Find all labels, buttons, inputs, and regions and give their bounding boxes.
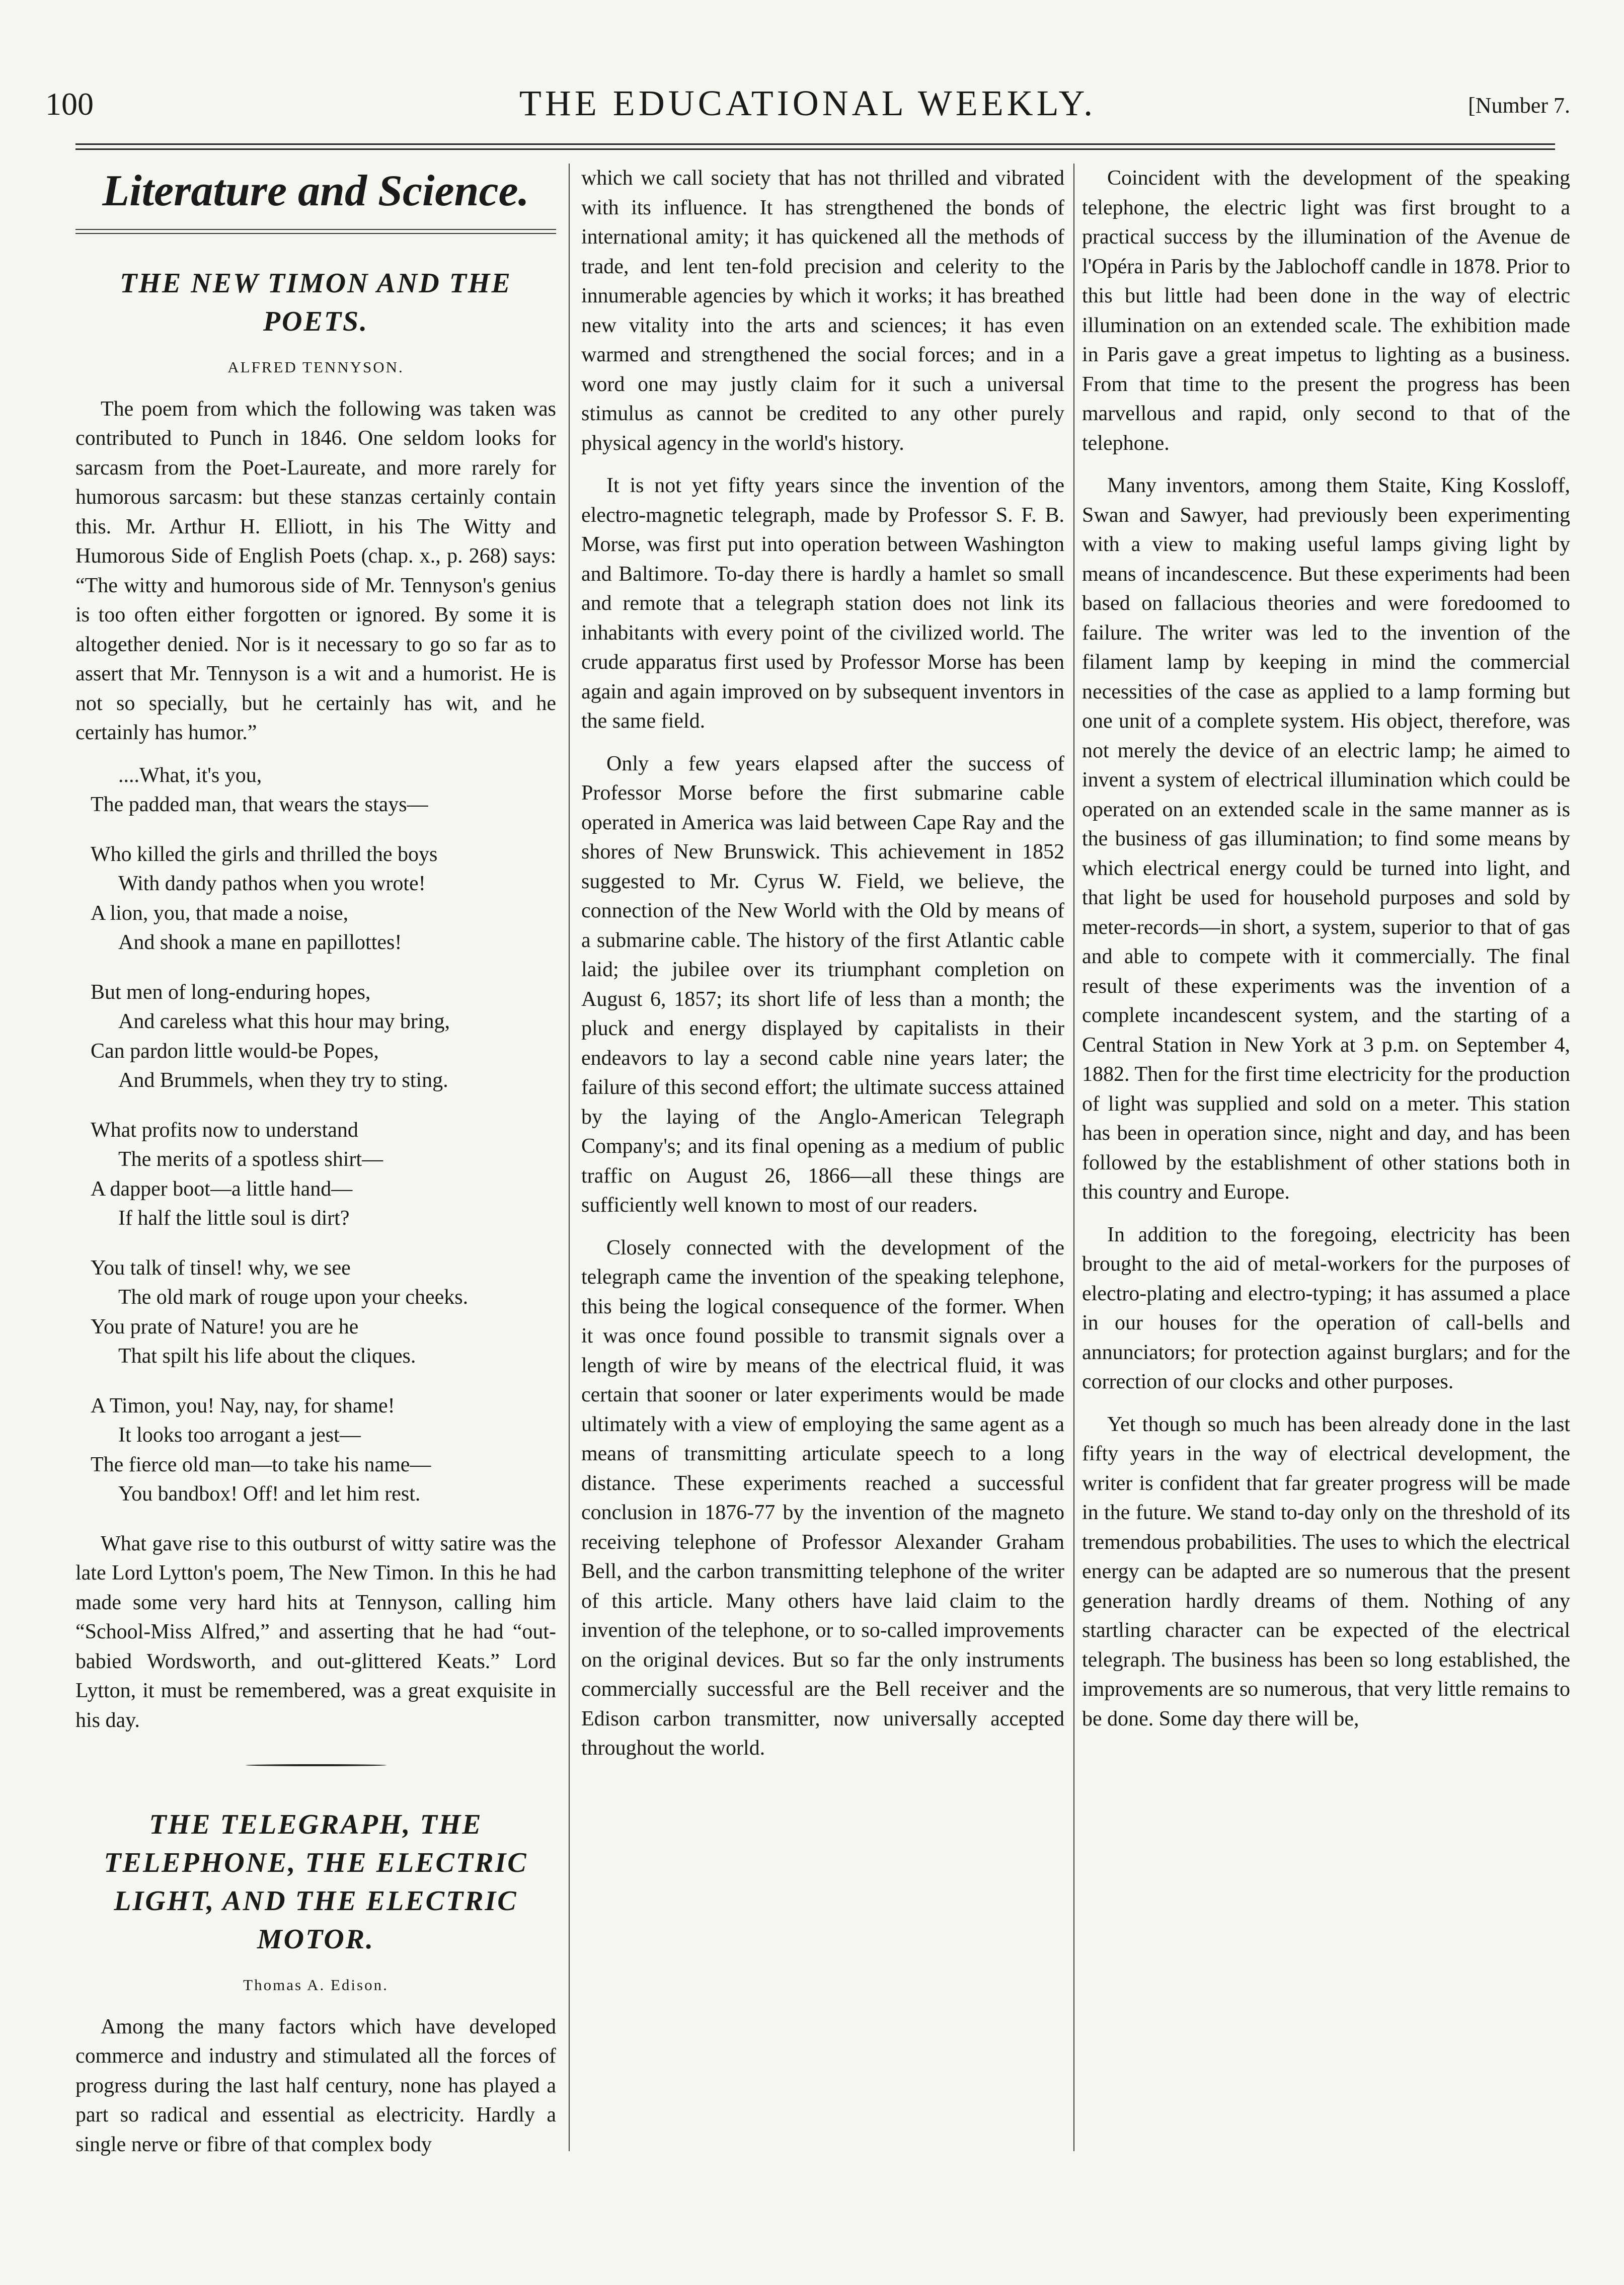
poem-line: The merits of a spotless shirt—: [118, 1148, 383, 1171]
poem-line: You bandbox! Off! and let him rest.: [118, 1482, 421, 1506]
edison-paragraph-6: Many inventors, among them Staite, King Kossloff, Swan and Sawyer, had previously been experimenting with a view to making useful lamps giving light by means of incandescence. But these experiments had been based on fallacious theories and were foredoomed to failure. The writer was led to the invention of the filament lamp by keeping in mind the commercial necessities of the case as applied to a lamp forming but one unit of a complete system. His object, therefore, was not merely the device of an electric lamp; he aimed to invent a system of electrical illumination which could be operated on an extended scale in the same manner as is the business of gas illumination; to find some means by which electrical energy could be turned into light, and that light be used for household purposes and sold by meter-records—in short, a system, superior to that of gas and able to compete with it commercially. The final result of these experiments was the invention of a complete incandescent system, and the starting of a Central Station in New York at 3 p.m. on September 4, 1882. Then for the first time electricity for the production of light was supplied and sold on a meter. This station has been in operation since, night and day, and has been followed by the establishment of other stations both in this country and Europe.: [1082, 474, 1570, 1204]
poem-line: If half the little soul is dirt?: [118, 1207, 350, 1230]
poem-stanza: [91, 978, 556, 1095]
poem-stanza: [91, 761, 556, 820]
edison-paragraph-1-continued: which we call society that has not thrilled and vibrated with its influence. It has strengthened the bonds of international amity; it has quickened all the methods of trade, and lent ten-fold precision and celerity to the innumerable agencies by which it works; it has breathed new vitality into the arts and sciences; it has even warmed and strengthened the social forces; and in a word one may justly claim for it such a universal stimulus as cannot be credited to any other purely physical agency in the world's history.: [581, 167, 1064, 455]
poem-line: But men of long-enduring hopes,: [91, 980, 371, 1004]
poem: [91, 761, 556, 1509]
poem-line: It looks too arrogant a jest—: [118, 1424, 361, 1447]
poem-stanza: [91, 1391, 556, 1509]
poem-line: The old mark of rouge upon your cheeks.: [118, 1286, 469, 1309]
section-ornament: [246, 1763, 386, 1768]
poem-line: A lion, you, that made a noise,: [91, 901, 349, 925]
column-3: [1082, 164, 1570, 1747]
poem-line: You talk of tinsel! why, we see: [91, 1256, 351, 1280]
poem-line: And careless what this hour may bring,: [118, 1010, 450, 1033]
edison-paragraph-2: It is not yet fifty years since the invention of the electro-magnetic telegraph, made by Professor S. F. B. Morse, was first put into operation between Washington and Baltimore. To-day there is hardly a hamlet so small and remote that a telegraph station does not link its inhabitants with every point of the civilized world. The crude apparatus first used by Professor Morse has been again and again improved on by subsequent inventors in the same field.: [581, 474, 1064, 733]
column-divider-1: [569, 164, 570, 2151]
header-rule: [75, 143, 1555, 145]
article-title-edison: THE TELEGRAPH, THE TELEPHONE, THE ELECTRIC LIGHT, AND THE ELECTRIC MOTOR.: [104, 1809, 528, 1955]
header-rule-lower: [75, 148, 1555, 150]
poem-line: A dapper boot—a little hand—: [91, 1177, 353, 1201]
poem-line: Who killed the girls and thrilled the boys: [91, 842, 438, 866]
poem-line: And shook a mane en papillottes!: [118, 931, 402, 954]
page-number: 100: [45, 86, 94, 122]
edison-paragraph-8: Yet though so much has been already done in the last fifty years in the way of electrical development, the writer is confident that far greater progress will be made in the future. We stand to-day only on the threshold of its tremendous probabilities. The uses to which the electrical energy can be adapted are so numerous that the present generation hardly dreams of them. Nothing of any startling character can be expected of the electrical telegraph. The business has been so long established, the improvements are so numerous, that very little remains to be done. Some day there will be,: [1082, 1412, 1570, 1730]
timon-intro: The poem from which the following was taken was contributed to Punch in 1846. One seldom looks for sarcasm from the Poet-Laureate, and more rarely for humorous sarcasm: but these stanzas certainly contain this. Mr. Arthur H. Elliott, in his The Witty and Humorous Side of English Poets (chap. x., p. 268) says: “The witty and humorous side of Mr. Tennyson's genius is too often either forgotten or ignored. By some it is altogether denied. Nor is it necessary to go so far as to assert that Mr. Tennyson is a wit and a humorist. He is not so specially, but he certainly has wit, and he certainly has humor.”: [75, 397, 556, 744]
poem-stanza: [91, 840, 556, 958]
poem-line: With dandy pathos when you wrote!: [118, 872, 426, 895]
column-2: [581, 164, 1064, 1776]
poem-stanza: [91, 1253, 556, 1371]
poem-line: The padded man, that wears the stays—: [91, 793, 428, 816]
poem-line: And Brummels, when they try to sting.: [118, 1069, 448, 1092]
poem-line: What profits now to understand: [91, 1118, 358, 1142]
section-rule: [75, 229, 556, 234]
edison-paragraph-4: Closely connected with the development of the telegraph came the invention of the speaking telephone, this being the logical consequence of the former. When it was once found possible to transmit signals over a length of wire by means of the electrical fluid, it was certain that sooner or later experiments would be made ultimately with a view of employing the same agent as a means of transmitting articulate speech to a long distance. These experiments reached a successful conclusion in 1876-77 by the invention of the magneto receiving telephone of Professor Alexander Graham Bell, and the carbon transmitting telephone of the writer of this article. Many others have laid claim to the invention of the telephone, or to so-called improvements on the original devices. But so far the only instruments commercially successful are the Bell receiver and the Edison carbon transmitter, now universally accepted throughout the world.: [581, 1236, 1064, 1760]
edison-paragraph-3: Only a few years elapsed after the success of Professor Morse before the first submarine cable operated in America was laid between Cape Ray and the shores of New Brunswick. This achievement in 1852 suggested to Mr. Cyrus W. Field, we believe, the connection of the New World with the Old by means of a submarine cable. The history of the first Atlantic cable laid; the jubilee over its triumphant completion on August 6, 1857; its short life of less than a month; the pluck and energy displayed by capitalists in their endeavors to lay a second cable nine years later; the failure of this second effort; the ultimate success attained by the laying of the Anglo-American Telegraph Company's; and its final opening as a medium of public traffic on August 26, 1866—all these things are sufficiently well known to most of our readers.: [581, 752, 1064, 1217]
journal-title: THE EDUCATIONAL WEEKLY.: [519, 83, 1097, 123]
byline-edison: Thomas A. Edison.: [243, 1976, 389, 1994]
column-1: [75, 164, 556, 2172]
poem-line: The fierce old man—to take his name—: [91, 1453, 431, 1476]
page-header: [45, 75, 1570, 136]
issue-number: [Number 7.: [1468, 93, 1570, 118]
edison-paragraph-5: Coincident with the development of the speaking telephone, the electric light was first brought to a practical success by the illumination of the Avenue de l'Opéra in Paris by the Jablochoff candle in 1878. Prior to this but little had been done in the way of electric illumination on an extended scale. The exhibition made in Paris gave a great impetus to lighting as a business. From that time to the present the progress has been marvellous and rapid, only second to that of the telephone.: [1082, 167, 1570, 455]
poem-line: That spilt his life about the cliques.: [118, 1345, 416, 1368]
poem-line: ....What, it's you,: [118, 763, 262, 787]
article-title-timon: THE NEW TIMON AND THE POETS.: [120, 268, 512, 337]
poem-line: A Timon, you! Nay, nay, for shame!: [91, 1394, 395, 1417]
byline-tennyson: ALFRED TENNYSON.: [227, 358, 404, 376]
poem-stanza: [91, 1116, 556, 1233]
column-divider-2: [1073, 164, 1074, 2151]
poem-line: You prate of Nature! you are he: [91, 1315, 359, 1338]
edison-paragraph-7: In addition to the foregoing, electricity has been brought to the aid of metal-workers for the purposes of electro-plating and electro-typing; it has assumed a place in our houses for the operation of call-bells and annunciators; for protection against burglars; and for the correction of our clocks and other purposes.: [1082, 1223, 1570, 1393]
poem-line: Can pardon little would-be Popes,: [91, 1039, 379, 1063]
timon-outro: What gave rise to this outburst of witty satire was the late Lord Lytton's poem, The New Timon. In this he had made some very hard hits at Tennyson, calling him “School-Miss Alfred,” and asserting that he had “out-babied Wordsworth, and out-glittered Keats.” Lord Lytton, it must be remembered, was a great exquisite in his day.: [75, 1532, 556, 1732]
section-title: Literature and Science.: [102, 167, 529, 215]
edison-paragraph-1: Among the many factors which have developed commerce and industry and stimulated all the forces of progress during the last half century, none has played a part so radical and essential as electricity. Hardly a single nerve or fibre of that complex body: [75, 2015, 556, 2156]
